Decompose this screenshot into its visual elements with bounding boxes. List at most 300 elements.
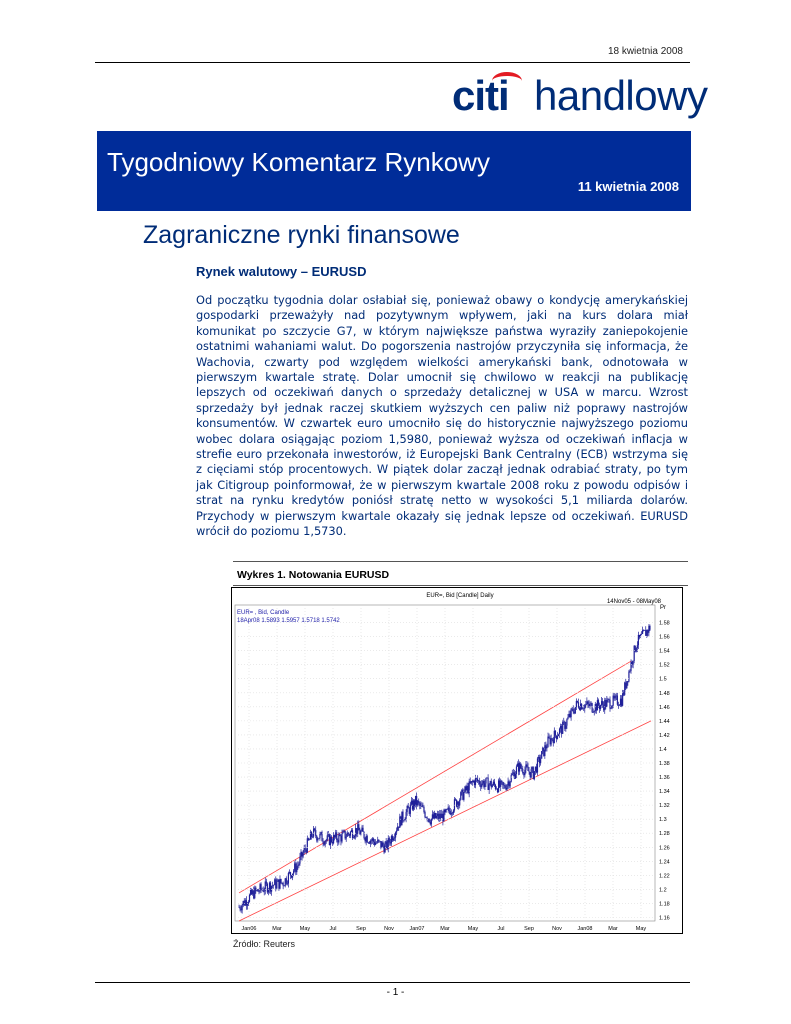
candle-body <box>527 767 528 771</box>
candle-body <box>425 817 426 818</box>
candle-body <box>621 699 622 706</box>
candle-body <box>480 784 481 787</box>
candle-body <box>373 839 374 842</box>
candle-body <box>269 883 270 890</box>
candle-body <box>422 807 423 808</box>
candle-body <box>272 885 273 886</box>
candle-body <box>399 817 400 828</box>
candle-body <box>573 709 574 712</box>
candle-body <box>528 771 529 772</box>
candle-body <box>648 626 649 633</box>
candle-body <box>284 886 285 887</box>
candle-body <box>414 800 415 806</box>
candle-body <box>489 784 490 789</box>
candle-body <box>252 890 253 894</box>
candle-body <box>547 737 548 748</box>
candle-body <box>584 705 585 709</box>
candle-body <box>433 814 434 818</box>
candle-body <box>299 857 300 864</box>
candle-body <box>636 648 637 652</box>
candle-body <box>419 803 420 806</box>
candle-body <box>361 828 362 831</box>
candle-body <box>266 881 267 883</box>
candle-body <box>243 901 244 905</box>
y-tick-label: 1.46 <box>659 704 670 711</box>
candle-body <box>626 681 627 688</box>
candle-body <box>561 726 562 734</box>
candle-body <box>362 828 363 832</box>
candle-body <box>298 864 299 866</box>
candle-body <box>358 824 359 830</box>
candle-body <box>496 789 497 790</box>
candle-body <box>398 827 399 828</box>
candle-body <box>474 781 475 785</box>
candle-body <box>498 781 499 793</box>
candle-body <box>322 841 323 843</box>
candle-body <box>371 841 372 842</box>
candle-body <box>520 763 521 768</box>
candle-body <box>257 889 258 891</box>
candle-body <box>431 819 432 825</box>
candle-body <box>383 846 384 853</box>
candle-body <box>353 837 354 838</box>
x-tick-label: Sep <box>356 926 366 932</box>
x-tick-label: Mar <box>272 926 282 932</box>
candle-body <box>418 801 419 803</box>
candle-body <box>490 781 491 784</box>
candle-body <box>471 781 472 783</box>
candle-body <box>574 712 575 713</box>
candle-body <box>363 832 364 838</box>
y-tick-label: 1.44 <box>659 718 670 725</box>
candle-body <box>522 769 523 773</box>
candle-body <box>384 844 385 852</box>
candle-body <box>436 816 437 818</box>
candle-body <box>565 726 566 729</box>
candle-body <box>382 842 383 845</box>
candle-body <box>293 871 294 874</box>
candle-body <box>273 885 274 886</box>
candle-body <box>575 707 576 713</box>
candle-body <box>248 902 249 904</box>
candle-body <box>606 700 607 707</box>
candle-body <box>286 878 287 883</box>
candle-body <box>268 889 269 892</box>
candle-body <box>642 630 643 634</box>
y-tick-label: 1.16 <box>659 915 670 922</box>
page-number: - 1 - <box>386 987 405 998</box>
candle-body <box>263 890 264 892</box>
candle-body <box>274 879 275 885</box>
candle-body <box>557 736 558 739</box>
candle-body <box>271 886 272 892</box>
candle-body <box>328 834 329 835</box>
candle-body <box>403 820 404 821</box>
candle-body <box>411 801 412 805</box>
candle-body <box>447 809 448 810</box>
candle-body <box>340 836 341 842</box>
candle-body <box>455 799 456 800</box>
y-tick-label: 1.2 <box>659 887 667 894</box>
report-date: 11 kwietnia 2008 <box>577 179 679 194</box>
candle-body <box>280 879 281 883</box>
candle-body <box>409 808 410 814</box>
y-tick-label: 1.4 <box>659 746 667 753</box>
candle-body <box>519 763 520 772</box>
candle-body <box>355 828 356 836</box>
candle-body <box>312 837 313 838</box>
x-tick-label: Nov <box>552 926 562 932</box>
candle-body <box>540 759 541 763</box>
chart-caption-divider <box>233 585 688 586</box>
eurusd-chart <box>231 587 683 934</box>
y-tick-label: 1.34 <box>659 789 670 796</box>
candle-body <box>287 884 288 885</box>
candle-body <box>558 734 559 736</box>
candle-body <box>279 879 280 889</box>
candle-body <box>598 700 599 705</box>
candle-body <box>389 838 390 842</box>
candle-body <box>424 812 425 817</box>
candle-body <box>377 840 378 843</box>
candle-body <box>526 765 527 767</box>
candle-body <box>569 714 570 717</box>
candle-body <box>348 833 349 834</box>
y-tick-label: 1.32 <box>659 803 670 810</box>
chart-legend-line-1: EUR= , Bid, Candle <box>237 610 290 616</box>
candle-body <box>589 704 590 707</box>
section-title: Zagraniczne rynki finansowe <box>143 221 460 249</box>
candle-body <box>578 702 579 707</box>
candle-body <box>534 771 535 779</box>
candle-body <box>554 731 555 743</box>
candle-body <box>395 832 396 837</box>
candle-body <box>318 838 319 839</box>
candle-body <box>435 813 436 818</box>
candle-body <box>304 848 305 853</box>
chart-date-range: 14Nov05 - 08May08 <box>606 599 662 605</box>
candle-body <box>453 810 454 813</box>
candle-body <box>349 834 350 835</box>
candle-body <box>596 704 597 710</box>
candle-body <box>478 781 479 782</box>
candle-body <box>391 836 392 843</box>
candle-body <box>457 802 458 807</box>
footer-divider <box>95 982 690 983</box>
candle-body <box>551 738 552 744</box>
candle-body <box>311 832 312 837</box>
candle-body <box>327 835 328 839</box>
candle-body <box>247 904 248 906</box>
candle-body <box>275 879 276 888</box>
candle-body <box>445 809 446 812</box>
y-tick-label: 1.26 <box>659 845 670 852</box>
candle-body <box>386 841 387 844</box>
candle-body <box>400 817 401 826</box>
page-title: Tygodniowy Komentarz Rynkowy <box>107 147 490 177</box>
candle-body <box>628 671 629 681</box>
candle-body <box>599 706 600 709</box>
x-tick-label: Sep <box>524 926 534 932</box>
candle-body <box>294 863 295 870</box>
candle-body <box>627 681 628 682</box>
candle-body <box>335 832 336 837</box>
candle-body <box>633 661 634 665</box>
candle-body <box>370 841 371 844</box>
candle-body <box>394 837 395 838</box>
citi-handlowy-logo <box>452 70 708 126</box>
candle-body <box>344 831 345 832</box>
candle-body <box>313 829 314 837</box>
logo-handlowy-text: handlowy <box>534 72 708 119</box>
candle-body <box>374 842 375 845</box>
candle-body <box>532 767 533 769</box>
candle-body <box>356 828 357 834</box>
candle-body <box>469 781 470 793</box>
header-divider <box>95 62 690 63</box>
candle-body <box>289 872 290 873</box>
candle-body <box>276 882 277 889</box>
candle-body <box>277 879 278 881</box>
candle-body <box>415 796 416 806</box>
candle-body <box>567 717 568 719</box>
candle-body <box>450 811 451 814</box>
candle-body <box>472 781 473 782</box>
candle-body <box>645 630 646 636</box>
candle-body <box>339 834 340 835</box>
candle-body <box>535 767 536 772</box>
candle-body <box>524 770 525 775</box>
candle-body <box>484 783 485 787</box>
candle-body <box>476 778 477 779</box>
candle-body <box>487 778 488 790</box>
candle-body <box>590 703 591 704</box>
candle-body <box>258 892 259 893</box>
candle-body <box>416 796 417 805</box>
candle-body <box>291 875 292 877</box>
candle-body <box>485 778 486 784</box>
candle-body <box>559 729 560 735</box>
candle-body <box>440 814 441 818</box>
y-tick-label: 1.24 <box>659 859 670 866</box>
candle-body <box>631 662 632 665</box>
candle-body <box>329 834 330 845</box>
candle-body <box>499 781 500 787</box>
candle-body <box>338 834 339 842</box>
candle-body <box>566 719 567 725</box>
candle-body <box>482 781 483 784</box>
chart-caption: Wykres 1. Notowania EURUSD <box>237 569 390 581</box>
candle-body <box>623 692 624 694</box>
candle-body <box>592 703 593 712</box>
candle-body <box>341 834 342 842</box>
candle-body <box>486 778 487 779</box>
candle-body <box>397 827 398 831</box>
candle-body <box>278 879 279 888</box>
logo-arc-icon <box>492 72 522 90</box>
candle-body <box>618 705 619 706</box>
candle-body <box>563 722 564 723</box>
candle-body <box>346 837 347 839</box>
candle-body <box>503 785 504 786</box>
candle-body <box>537 758 538 772</box>
candle-body <box>583 708 584 709</box>
title-banner <box>97 131 691 211</box>
candle-body <box>536 767 537 773</box>
candle-body <box>495 785 496 789</box>
candle-body <box>270 883 271 892</box>
candle-body <box>359 830 360 834</box>
candle-body <box>610 708 611 709</box>
x-tick-label: Jul <box>329 926 337 932</box>
candle-body <box>393 838 394 840</box>
candle-body <box>367 836 368 842</box>
candle-body <box>459 800 460 806</box>
candle-body <box>473 781 474 782</box>
candle-body <box>614 696 615 699</box>
candle-body <box>639 635 640 637</box>
candle-body <box>546 747 547 748</box>
y-tick-label: 1.28 <box>659 831 670 838</box>
candle-body <box>564 722 565 729</box>
y-tick-label: 1.18 <box>659 901 670 908</box>
y-tick-label: 1.3 <box>659 817 667 824</box>
candle-body <box>640 635 641 638</box>
candle-body <box>579 708 580 710</box>
candle-body <box>562 722 563 734</box>
candle-body <box>550 738 551 745</box>
candle-body <box>285 878 286 885</box>
candle-body <box>517 763 518 766</box>
candle-body <box>407 806 408 812</box>
candle-body <box>307 838 308 852</box>
candle-body <box>470 781 471 783</box>
candle-body <box>366 836 367 841</box>
candle-body <box>301 852 302 857</box>
candle-body <box>408 806 409 808</box>
candle-body <box>530 772 531 777</box>
y-tick-label: 1.22 <box>659 873 670 880</box>
candle-body <box>607 699 608 700</box>
candle-body <box>545 745 546 748</box>
candle-body <box>477 779 478 782</box>
candle-body <box>390 842 391 843</box>
candle-body <box>605 700 606 707</box>
candle-body <box>595 704 596 711</box>
candle-body <box>320 832 321 834</box>
candle-body <box>518 763 519 771</box>
y-tick-label: 1.56 <box>659 634 670 641</box>
candle-body <box>461 790 462 792</box>
candle-body <box>295 863 296 872</box>
y-tick-label: 1.42 <box>659 732 670 739</box>
candle-body <box>511 775 512 782</box>
candle-body <box>525 765 526 770</box>
candle-body <box>625 683 626 689</box>
x-tick-label: Jan07 <box>409 926 425 932</box>
candle-body <box>249 895 250 902</box>
candle-body <box>604 700 605 710</box>
candle-body <box>539 757 540 763</box>
candle-body <box>345 831 346 839</box>
candle-body <box>483 781 484 787</box>
candle-body <box>555 731 556 736</box>
candle-body <box>571 709 572 717</box>
candle-body <box>239 907 240 909</box>
candle-body <box>541 751 542 759</box>
candle-body <box>456 800 457 807</box>
candle-body <box>641 634 642 635</box>
candle-body <box>333 835 334 843</box>
candle-body <box>300 852 301 857</box>
candle-body <box>402 812 403 821</box>
candle-body <box>460 792 461 800</box>
candle-body <box>352 830 353 838</box>
candle-body <box>439 814 440 819</box>
candle-body <box>336 832 337 840</box>
candle-body <box>401 812 402 826</box>
candle-body <box>354 836 355 838</box>
candle-body <box>644 630 645 631</box>
candle-body <box>630 662 631 671</box>
candle-body <box>514 772 515 778</box>
candle-body <box>509 781 510 786</box>
x-tick-label: May <box>635 926 647 932</box>
candle-body <box>250 890 251 895</box>
candle-body <box>442 814 443 821</box>
candle-body <box>600 705 601 709</box>
candle-body <box>458 802 459 806</box>
y-tick-label: 1.52 <box>659 662 670 669</box>
candle-body <box>443 810 444 821</box>
candle-body <box>466 786 467 790</box>
candle-body <box>597 700 598 710</box>
body-paragraph: Od początku tygodnia dolar osłabiał się, ponieważ obawy o kondycję amerykańskiej gospodarki przeważyły nad pozytywnym wpływem, jaki na kurs dolara miał komunikat po szczycie G7, w którym największe państwa wyraziły zaniepokojenie ostatnimi wahaniami walut. Do pogorszenia nastrojów przyczyniła się informacja, że Wachovia, czwarty pod względem wielkości amerykański bank, odnotowała w pierwszym kwartale stratę. Dolar umocnił się chwilowo w reakcji na publikację lepszych od oczekiwań danych o sprzedaży detalicznej w USA w marcu. Wzrost sprzedaży był jednak raczej skutkiem wyższych cen paliw niż poprawy nastrojów konsumentów. W czwartek euro umocniło się do historycznie najwyższego poziomu wobec dolara osiągając poziom 1,5980, ponieważ wyższa od oczekiwań inflacja w strefie euro przekonała inwestorów, iż Europejski Bank Centralny (ECB) wstrzyma się z cięciami stóp procentowych. W piątek dolar zaczął jednak odrabiać straty, po tym jak Citigroup poinformował, że w pierwszym kwartale 2008 roku z powodu odpisów i strat na rynku kredytów poniósł stratę netto w wysokości 5,1 miliarda dolarów. Przychody w pierwszym kwartale okazały się jednak lepsze od oczekiwań. EURUSD wrócił do poziomu 1,5730. <box>196 293 688 539</box>
candle-body <box>612 706 613 709</box>
candle-body <box>332 842 333 843</box>
candle-body <box>253 890 254 898</box>
candle-body <box>512 774 513 775</box>
candle-body <box>324 843 325 845</box>
chart-source: Źródło: Reuters <box>233 939 296 949</box>
chart-title: EUR=, Bid [Candle] Daily <box>426 593 494 599</box>
candle-body <box>510 782 511 787</box>
x-tick-label: Mar <box>608 926 618 932</box>
candle-body <box>505 788 506 790</box>
candle-body <box>586 701 587 704</box>
candle-body <box>264 891 265 892</box>
candle-body <box>594 711 595 712</box>
candle-body <box>376 843 377 844</box>
candle-body <box>513 772 514 773</box>
x-tick-label: Jul <box>497 926 505 932</box>
candle-body <box>406 812 407 819</box>
candle-body <box>622 692 623 705</box>
candle-body <box>315 830 316 836</box>
candle-body <box>504 785 505 788</box>
x-tick-label: Jan06 <box>241 926 257 932</box>
candle-body <box>308 838 309 840</box>
candle-body <box>331 837 332 842</box>
candle-body <box>372 839 373 841</box>
candle-body <box>288 873 289 883</box>
candle-body <box>316 836 317 841</box>
candle-body <box>643 630 644 631</box>
candle-body <box>593 712 594 713</box>
candle-body <box>317 839 318 841</box>
candle-body <box>582 708 583 709</box>
candle-body <box>337 840 338 842</box>
